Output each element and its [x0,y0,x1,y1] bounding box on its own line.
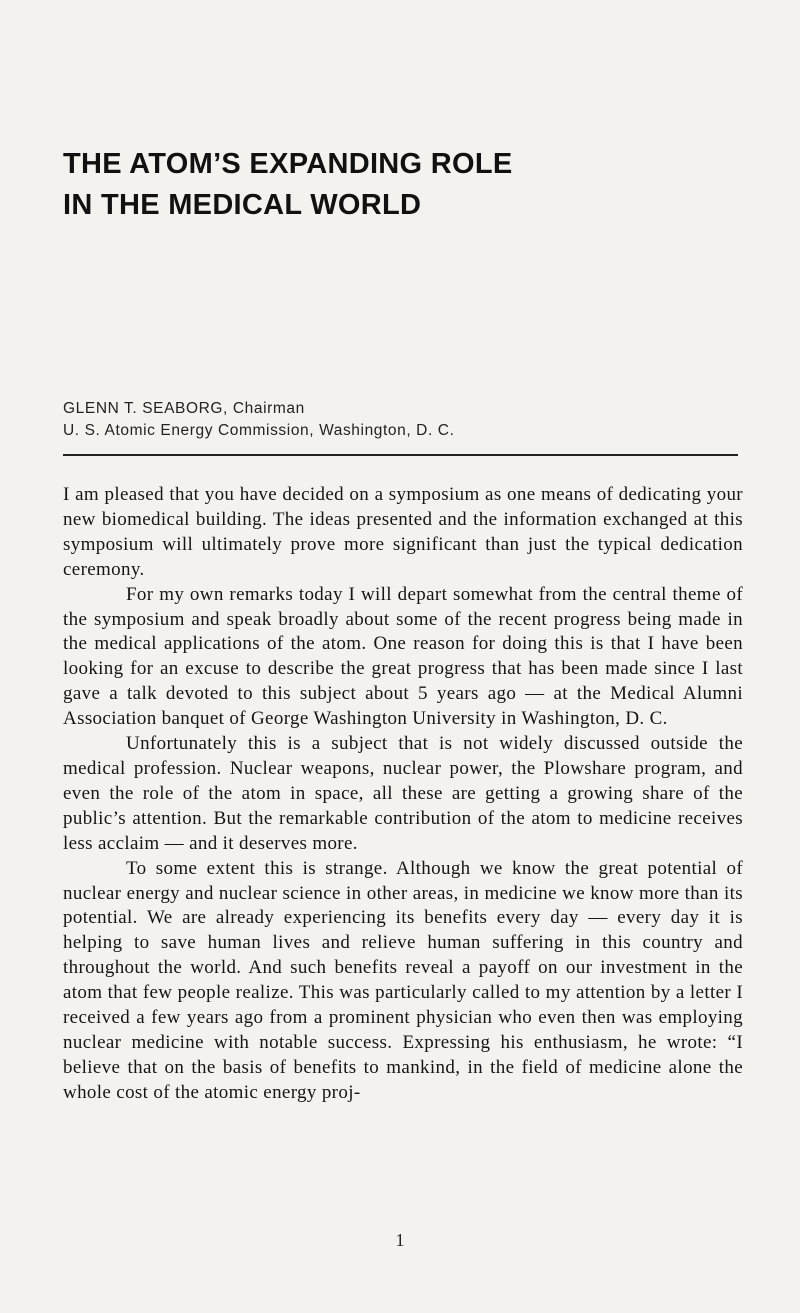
title-line-1: THE ATOM’S EXPANDING ROLE [63,148,513,180]
paragraph: For my own remarks today I will depart somewhat from the central theme of the symposium and speak broadly about some of the recent progress being made in the medical applications of the atom. One reason for doing this is that I have been looking for an excuse to describe the great progress that has been made since I last gave a talk devoted to this subject about 5 years ago — at the Medical Alumni Association banquet of George Washington University in Washington, D. C. [63,583,743,730]
body-text [63,483,743,1106]
paragraph: I am pleased that you have decided on a symposium as one means of dedicating your new biomedical building. The ideas presented and the information exchanged at this symposium will ultimately prove more significant than just the typical dedication ceremony. [63,484,743,580]
page-title [63,144,623,226]
header-divider [63,454,738,456]
author-name: GLENN T. SEABORG, Chairman [63,400,305,417]
title-line-2: IN THE MEDICAL WORLD [63,189,422,221]
paragraph: Unfortunately this is a subject that is not widely discussed outside the medical profession. Nuclear weapons, nuclear power, the Plowshare program, and even the role of the atom in space, all these are getting a growing share of the public’s attention. But the remarkable contribution of the atom to medicine receives less acclaim — and it deserves more. [63,733,743,854]
author-block [63,398,454,442]
author-affiliation: U. S. Atomic Energy Commission, Washington, D. C. [63,422,455,439]
page-number: 1 [395,1230,405,1250]
paragraph: To some extent this is strange. Although we know the great potential of nuclear energy and nuclear science in other areas, in medicine we know more than its potential. We are already experiencing its benefits every day — every day it is helping to save human lives and relieve human suffering in this country and throughout the world. And such benefits reveal a payoff on our investment in the atom that few people realize. This was particularly called to my attention by a letter I received a few years ago from a prominent physician who even then was employing nuclear medicine with notable success. Expressing his enthusiasm, he wrote: “I believe that on the basis of benefits to mankind, in the field of medicine alone the whole cost of the atomic energy proj- [63,857,743,1103]
